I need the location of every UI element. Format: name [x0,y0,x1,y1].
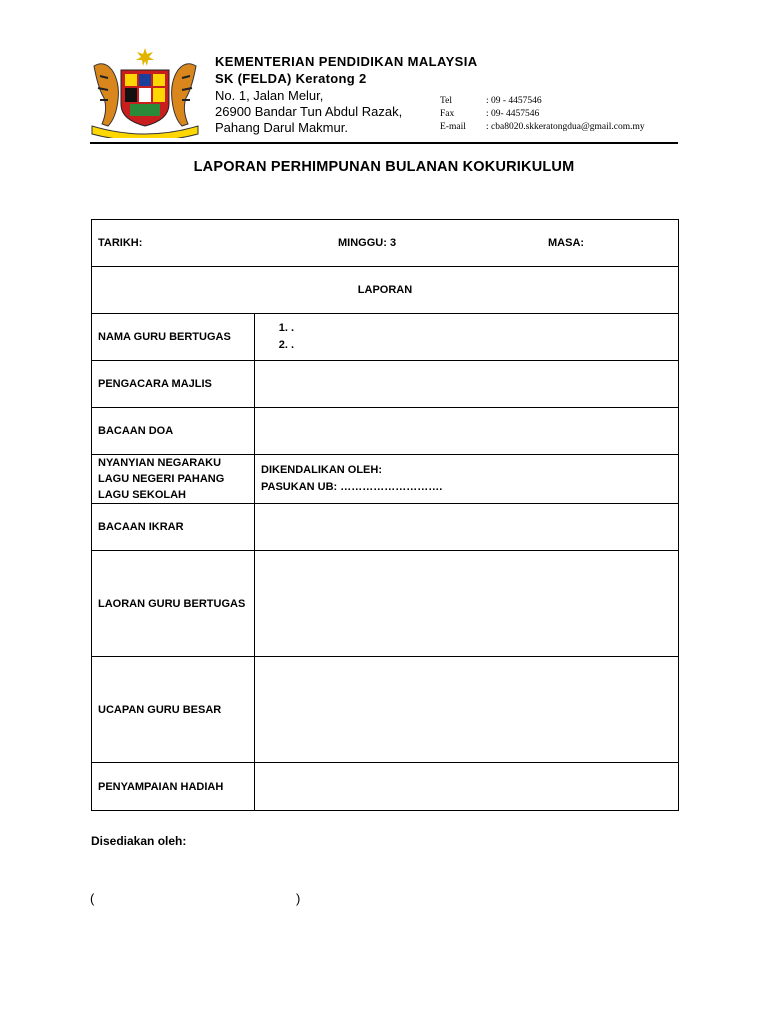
ministry-name: KEMENTERIAN PENDIDIKAN MALAYSIA [215,54,478,69]
table-row [92,408,679,455]
list-item: 2. . [291,337,672,354]
nyanyian-line-3: LAGU SEKOLAH [98,489,186,501]
signature-paren-close: ) [296,891,301,906]
laporan-guru-field[interactable] [255,551,679,657]
dikendalikan-field[interactable] [255,455,679,504]
tarikh-label: TARIKH: [98,237,143,249]
pengacara-label: PENGACARA MAJLIS [92,361,255,408]
address-line-3: Pahang Darul Makmur. [215,120,348,135]
table-row [92,455,679,504]
page-title: LAPORAN PERHIMPUNAN BULANAN KOKURIKULUM [193,159,575,175]
table-row [92,551,679,657]
guru-list [261,320,672,354]
bacaan-doa-field[interactable] [255,408,679,455]
table-row [92,504,679,551]
school-name: SK (FELDA) Keratong 2 [215,71,367,86]
ucapan-field[interactable] [255,657,679,763]
minggu-label: MINGGU: 3 [338,237,397,249]
bacaan-doa-label: BACAAN DOA [92,408,255,455]
nyanyian-line-2: LAGU NEGERI PAHANG [98,473,225,485]
address-line-2: 26900 Bandar Tun Abdul Razak, [215,104,403,119]
hadiah-label: PENYAMPAIAN HADIAH [92,763,255,811]
nama-guru-label: NAMA GURU BERTUGAS [92,314,255,361]
address-line-1: No. 1, Jalan Melur, [215,88,324,103]
header-divider [90,142,678,144]
dikendalikan-label: DIKENDALIKAN OLEH: [261,464,382,476]
hadiah-field[interactable] [255,763,679,811]
nyanyian-label [92,455,255,504]
ucapan-label: UCAPAN GURU BESAR [92,657,255,763]
contact-email: E-mail : cba8020.skkeratongdua@gmail.com.my [440,122,645,132]
letterhead [86,40,680,144]
table-row [92,763,679,811]
table-row [92,314,679,361]
malaysia-coat-of-arms-logo [86,46,204,138]
date-week-time-row [92,220,679,267]
report-form-table [91,219,679,811]
table-row [92,361,679,408]
pasukan-label: PASUKAN UB: ………………………. [261,481,443,493]
bacaan-ikrar-label: BACAAN IKRAR [92,504,255,551]
contact-fax: Fax : 09- 4457546 [440,109,540,119]
table-row [92,657,679,763]
nyanyian-line-1: NYANYIAN NEGARAKU [98,457,222,469]
laporan-guru-label: LAORAN GURU BERTUGAS [92,551,255,657]
section-header-row [92,267,679,314]
contact-tel: Tel : 09 - 4457546 [440,96,542,106]
list-item: 1. . [291,320,672,337]
signature-paren-open: ( [90,891,95,906]
prepared-by-label: Disediakan oleh: [91,834,187,848]
bacaan-ikrar-field[interactable] [255,504,679,551]
pengacara-field[interactable] [255,361,679,408]
nama-guru-field[interactable] [255,314,679,361]
section-title: LAPORAN [92,267,679,314]
masa-label: MASA: [548,237,585,249]
